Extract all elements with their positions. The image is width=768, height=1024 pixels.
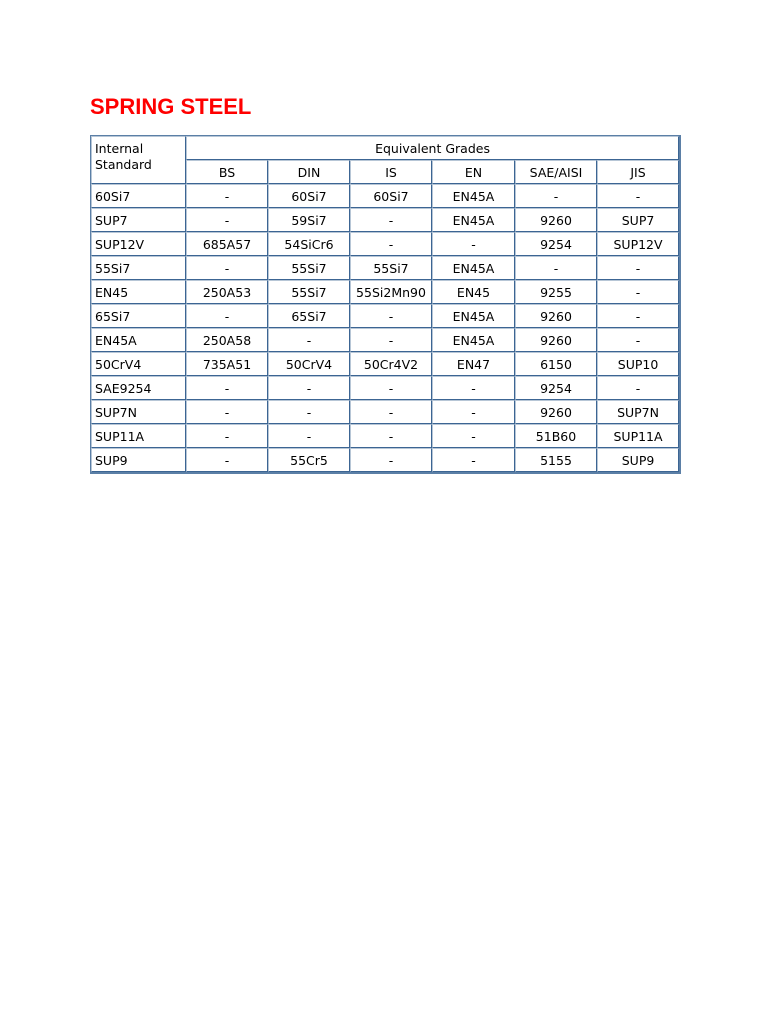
grade-equivalent-cell: 55Si2Mn90 [350, 280, 432, 304]
grade-equivalent-cell: 60Si7 [350, 184, 432, 208]
grade-equivalent-cell: - [350, 208, 432, 232]
table-row [91, 376, 679, 400]
grade-equivalent-cell: EN45A [432, 256, 515, 280]
grade-equivalent-cell: - [597, 376, 679, 400]
grade-equivalent-cell: - [432, 376, 515, 400]
table-row [91, 256, 679, 280]
grade-equivalent-cell: SUP11A [597, 424, 679, 448]
grade-equivalent-cell: - [186, 256, 268, 280]
spring-steel-grades-table [90, 135, 681, 474]
grade-equivalent-cell: 55Si7 [268, 280, 350, 304]
grade-equivalent-cell: - [186, 304, 268, 328]
grade-equivalent-cell: 60Si7 [268, 184, 350, 208]
grade-equivalent-cell: EN45A [432, 208, 515, 232]
grade-name-cell: SUP9 [91, 448, 186, 472]
grade-equivalent-cell: SUP12V [597, 232, 679, 256]
grade-equivalent-cell: 59Si7 [268, 208, 350, 232]
grade-equivalent-cell: - [350, 232, 432, 256]
grade-equivalent-cell: 55Cr5 [268, 448, 350, 472]
grade-equivalent-cell: 9260 [515, 208, 597, 232]
grade-equivalent-cell: 50Cr4V2 [350, 352, 432, 376]
grade-equivalent-cell: - [597, 256, 679, 280]
grade-name-cell: SUP7N [91, 400, 186, 424]
grade-equivalent-cell: SUP7 [597, 208, 679, 232]
table-body [91, 184, 679, 472]
grade-equivalent-cell: 55Si7 [350, 256, 432, 280]
grade-equivalent-cell: - [350, 304, 432, 328]
grade-name-cell: SUP12V [91, 232, 186, 256]
grade-equivalent-cell: - [597, 304, 679, 328]
grade-name-cell: 65Si7 [91, 304, 186, 328]
table-row [91, 400, 679, 424]
column-header-din: DIN [268, 160, 350, 184]
grade-equivalent-cell: 9260 [515, 328, 597, 352]
grade-equivalent-cell: EN45A [432, 304, 515, 328]
table-row [91, 184, 679, 208]
grade-equivalent-cell: - [597, 184, 679, 208]
internal-standard-header: Internal Standard [91, 136, 186, 184]
column-header-en: EN [432, 160, 515, 184]
table-row [91, 280, 679, 304]
table-row [91, 352, 679, 376]
grade-name-cell: 50CrV4 [91, 352, 186, 376]
grade-equivalent-cell: 9254 [515, 232, 597, 256]
grade-equivalent-cell: 55Si7 [268, 256, 350, 280]
grade-equivalent-cell: - [432, 232, 515, 256]
grade-equivalent-cell: - [186, 448, 268, 472]
grade-name-cell: SUP11A [91, 424, 186, 448]
grade-equivalent-cell: - [515, 256, 597, 280]
grade-equivalent-cell: EN45A [432, 328, 515, 352]
grade-equivalent-cell: EN45 [432, 280, 515, 304]
page-title: SPRING STEEL [90, 94, 252, 119]
grade-equivalent-cell: - [350, 328, 432, 352]
column-header-is: IS [350, 160, 432, 184]
grade-equivalent-cell: - [186, 400, 268, 424]
grade-equivalent-cell: 735A51 [186, 352, 268, 376]
grade-equivalent-cell: - [268, 328, 350, 352]
table-row [91, 328, 679, 352]
grade-equivalent-cell: - [186, 424, 268, 448]
grade-equivalent-cell: - [350, 448, 432, 472]
grade-equivalent-cell: 250A53 [186, 280, 268, 304]
grade-equivalent-cell: - [186, 208, 268, 232]
grade-equivalent-cell: 685A57 [186, 232, 268, 256]
grade-equivalent-cell: 65Si7 [268, 304, 350, 328]
table-row [91, 304, 679, 328]
equivalent-grades-header: Equivalent Grades [186, 136, 679, 160]
grade-equivalent-cell: 9255 [515, 280, 597, 304]
grade-equivalent-cell: EN45A [432, 184, 515, 208]
grade-name-cell: EN45 [91, 280, 186, 304]
column-header-bs: BS [186, 160, 268, 184]
grade-equivalent-cell: SUP9 [597, 448, 679, 472]
grade-equivalent-cell: - [597, 328, 679, 352]
grade-equivalent-cell: 6150 [515, 352, 597, 376]
grade-equivalent-cell: - [350, 376, 432, 400]
grade-name-cell: EN45A [91, 328, 186, 352]
grade-equivalent-cell: 9260 [515, 400, 597, 424]
grade-equivalent-cell: SUP10 [597, 352, 679, 376]
grade-equivalent-cell: 9260 [515, 304, 597, 328]
grade-equivalent-cell: 54SiCr6 [268, 232, 350, 256]
grade-equivalent-cell: - [186, 376, 268, 400]
grade-equivalent-cell: - [432, 400, 515, 424]
grade-equivalent-cell: 50CrV4 [268, 352, 350, 376]
grade-equivalent-cell: - [186, 184, 268, 208]
grade-equivalent-cell: - [268, 400, 350, 424]
table-header-row [91, 136, 679, 160]
table-row [91, 232, 679, 256]
grade-equivalent-cell: 5155 [515, 448, 597, 472]
grade-equivalent-cell: - [350, 424, 432, 448]
grade-equivalent-cell: - [515, 184, 597, 208]
grade-equivalent-cell: - [432, 424, 515, 448]
grade-equivalent-cell: 51B60 [515, 424, 597, 448]
grade-equivalent-cell: 250A58 [186, 328, 268, 352]
grade-equivalent-cell: EN47 [432, 352, 515, 376]
column-header-jis: JIS [597, 160, 679, 184]
column-header-sae-aisi: SAE/AISI [515, 160, 597, 184]
grade-equivalent-cell: 9254 [515, 376, 597, 400]
grade-equivalent-cell: - [268, 424, 350, 448]
grade-equivalent-cell: - [597, 280, 679, 304]
grade-name-cell: SUP7 [91, 208, 186, 232]
grade-equivalent-cell: - [268, 376, 350, 400]
grade-name-cell: 60Si7 [91, 184, 186, 208]
grade-equivalent-cell: - [350, 400, 432, 424]
grade-equivalent-cell: SUP7N [597, 400, 679, 424]
grade-name-cell: 55Si7 [91, 256, 186, 280]
table-row [91, 448, 679, 472]
table-row [91, 208, 679, 232]
grade-equivalent-cell: - [432, 448, 515, 472]
table-row [91, 424, 679, 448]
grade-name-cell: SAE9254 [91, 376, 186, 400]
